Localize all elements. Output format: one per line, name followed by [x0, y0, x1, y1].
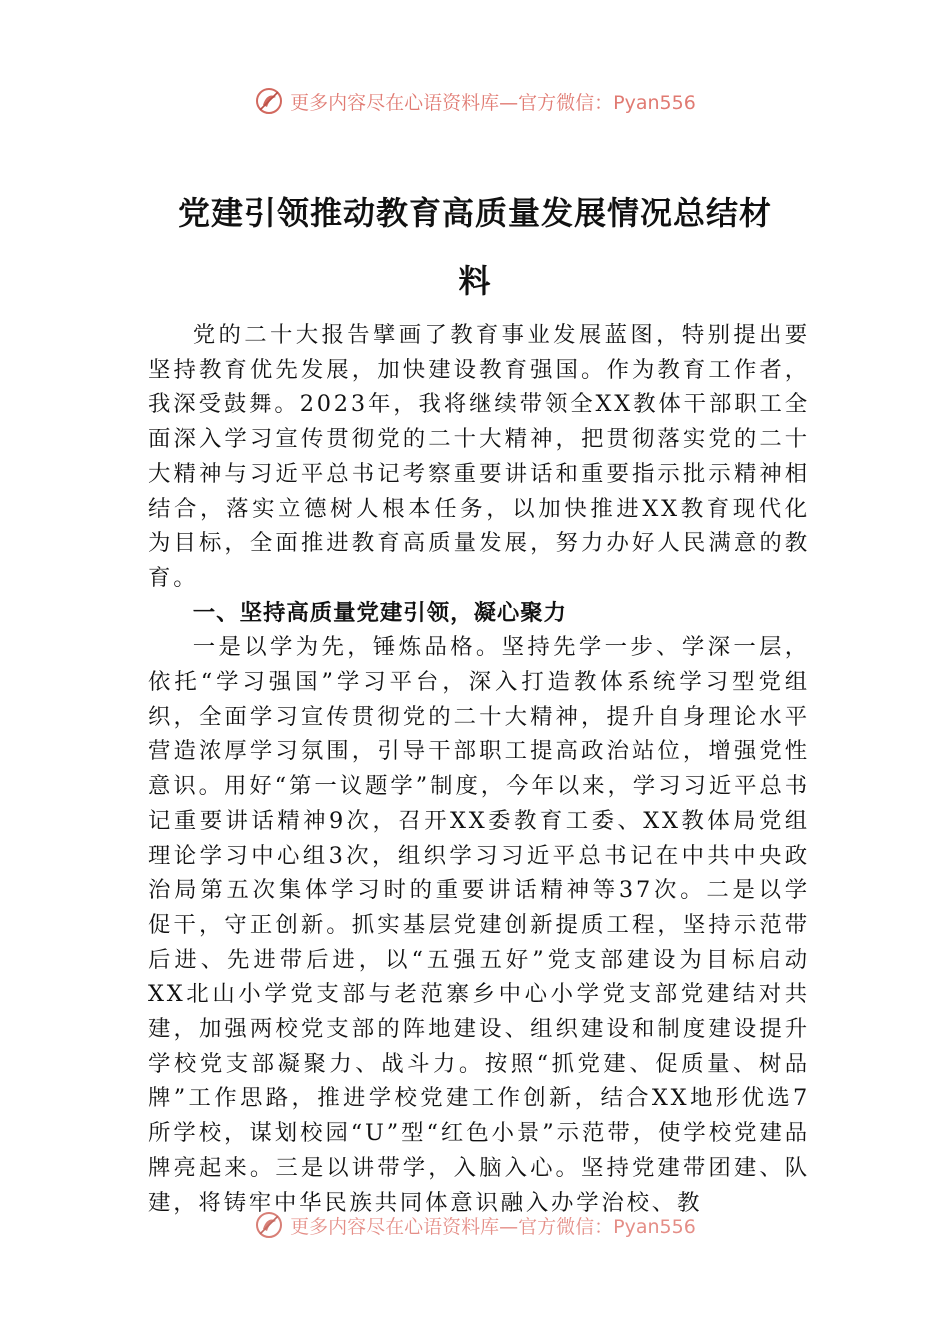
watermark-logo-icon — [254, 1210, 284, 1240]
intro-paragraph: 党的二十大报告擘画了教育事业发展蓝图，特别提出要坚持教育优先发展，加快建设教育强国。作为教育工作者，我深受鼓舞。2023年，我将继续带领全XX教体干部职工全面深入学习宣传贯彻党的二十大精神，把贯彻落实党的二十大精神与习近平总书记考察重要讲话和重要指示批示精神相结合，落实立德树人根本任务，以加快推进XX教育现代化为目标，全面推进教育高质量发展，努力办好人民满意的教育。 — [148, 322, 810, 591]
section1-paragraph: 一是以学为先，锤炼品格。坚持先学一步、学深一层，依托“学习强国”学习平台，深入打造教体系统学习型党组织，全面学习宣传贯彻党的二十大精神，提升自身理论水平营造浓厚学习氛围，引导干部职工提高政治站位，增强党性意识。用好“第一议题学”制度，今年以来，学习习近平总书记重要讲话精神9次，召开XX委教育工委、XX教体局党组理论学习中心组3次，组织学习习近平总书记在中共中央政治局第五次集体学习时的重要讲话精神等37次。二是以学促干，守正创新。抓实基层党建创新提质工程，坚持示范带后进、先进带后进，以“五强五好”党支部建设为目标启动XX北山小学党支部与老范寨乡中心小学党支部党建结对共建，加强两校党支部的阵地建设、组织建设和制度建设提升学校党支部凝聚力、战斗力。按照“抓党建、促质量、树品牌”工作思路，推进学校党建工作创新，结合XX地形优选7所学校，谋划校园“U”型“红色小景”示范带，使学校党建品牌亮起来。三是以讲带学，入脑入心。坚持党建带团建、队建，将铸牢中华民族共同体意识融入办学治校、教 — [148, 634, 810, 1216]
document-title-line2: 料 — [458, 262, 492, 300]
document-body — [148, 318, 810, 1220]
document-title-line1: 党建引领推动教育高质量发展情况总结材 — [177, 194, 772, 232]
watermark-footer — [0, 1210, 950, 1240]
section1-heading: 一、坚持高质量党建引领，凝心聚力 — [192, 599, 568, 626]
watermark-logo-icon — [254, 86, 284, 116]
watermark-text: 更多内容尽在心语资料库—官方微信：Pyan556 — [290, 91, 696, 114]
watermark-header — [0, 86, 950, 116]
watermark-text: 更多内容尽在心语资料库—官方微信：Pyan556 — [290, 1215, 696, 1238]
